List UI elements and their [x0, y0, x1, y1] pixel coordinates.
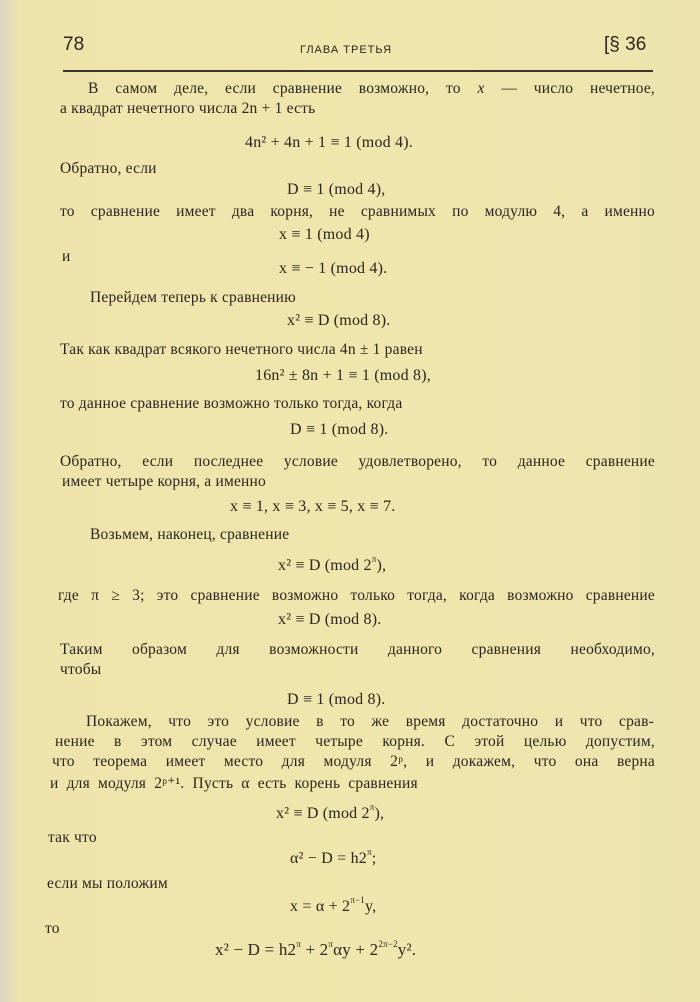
equation: [276, 802, 385, 823]
text-line: [88, 80, 655, 98]
equation: [290, 847, 377, 868]
equation: 4n² + 4n + 1 ≡ 1 (mod 4).: [245, 134, 413, 151]
eq-sup: 2π−2: [378, 939, 398, 949]
text-line: то сравнение имеет два корня, не сравнимых по модулю 4, а именно: [60, 203, 655, 220]
equation: x ≡ − 1 (mod 4).: [279, 260, 388, 277]
eq-sup: π: [366, 847, 372, 857]
text-line: Обратно, если последнее условие удовлетворено, то данное сравнение: [60, 453, 655, 470]
eq-part: α² − D = h2: [290, 850, 367, 867]
text-line: Таким образом для возможности данного сравнения необходимо,: [60, 641, 655, 658]
eq-sup: π: [371, 554, 377, 564]
text-line: Покажем, что это условие в то же время достаточно и что срав-: [86, 713, 654, 730]
chapter-title: ГЛАВА ТРЕТЬЯ: [300, 44, 393, 56]
text-line: то: [45, 920, 60, 937]
eq-part: ;: [371, 850, 377, 867]
eq-part: x = α + 2: [290, 898, 351, 915]
eq-part: ),: [376, 557, 387, 574]
equation: x² ≡ D (mod 8).: [278, 611, 382, 628]
eq-part: + 2: [301, 940, 329, 959]
equation: D ≡ 1 (mod 8).: [290, 421, 389, 438]
eq-sup: π−1: [350, 895, 365, 905]
eq-part: x² − D = h2: [215, 940, 297, 959]
header-rule: [63, 70, 653, 72]
equation: [278, 554, 387, 575]
text-line: и: [62, 248, 71, 265]
text-line: если мы положим: [47, 875, 168, 892]
eq-part: y,: [364, 898, 377, 915]
eq-part: αy + 2: [333, 940, 379, 959]
text-line: где π ≥ 3; это сравнение возможно только тогда, когда возможно сравнение: [58, 587, 655, 604]
text-line: Возьмем, наконец, сравнение: [90, 526, 290, 543]
equation: D ≡ 1 (mod 4),: [287, 181, 386, 198]
text-line: так что: [48, 829, 97, 846]
eq-sup: π: [328, 939, 334, 949]
equation: 16n² ± 8n + 1 ≡ 1 (mod 8),: [255, 367, 431, 384]
equation: x ≡ 1 (mod 4): [279, 226, 370, 243]
text-line: что теорема имеет место для модуля 2ᵖ, и докажем, что она верна: [52, 753, 655, 770]
equation: [215, 941, 416, 959]
equation: x ≡ 1, x ≡ 3, x ≡ 5, x ≡ 7.: [230, 498, 396, 515]
eq-sup: π: [369, 802, 375, 812]
text-line: Обратно, если: [60, 160, 157, 177]
text-line: чтобы: [60, 661, 102, 678]
text: — число нечетное,: [501, 80, 655, 97]
eq-part: x² ≡ D (mod 2: [276, 805, 370, 822]
text-line: имеет четыре корня, а именно: [62, 473, 266, 490]
text-line: и для модуля 2ᵖ⁺¹. Пусть α есть корень сравнения: [50, 775, 418, 792]
text-line: то данное сравнение возможно только тогда, когда: [60, 395, 403, 412]
text-line: Так как квадрат всякого нечетного числа 4n ± 1 равен: [60, 341, 423, 358]
text: В самом деле, если сравнение возможно, то: [88, 80, 461, 97]
text-line: Перейдем теперь к сравнению: [90, 289, 296, 306]
equation: [290, 895, 377, 916]
section-number: [§ 36: [604, 34, 647, 55]
equation: x² ≡ D (mod 8).: [287, 312, 391, 329]
text-line: а квадрат нечетного числа 2n + 1 есть: [60, 100, 316, 117]
page-number: 78: [63, 34, 85, 55]
eq-part: ),: [374, 805, 385, 822]
variable: x: [477, 80, 485, 97]
eq-part: x² ≡ D (mod 2: [278, 557, 372, 574]
eq-sup: π: [296, 939, 301, 949]
text-line: нение в этом случае имеет четыре корня. С этой целью допустим,: [55, 733, 655, 750]
equation: D ≡ 1 (mod 8).: [287, 691, 386, 708]
eq-part: y².: [397, 940, 417, 959]
